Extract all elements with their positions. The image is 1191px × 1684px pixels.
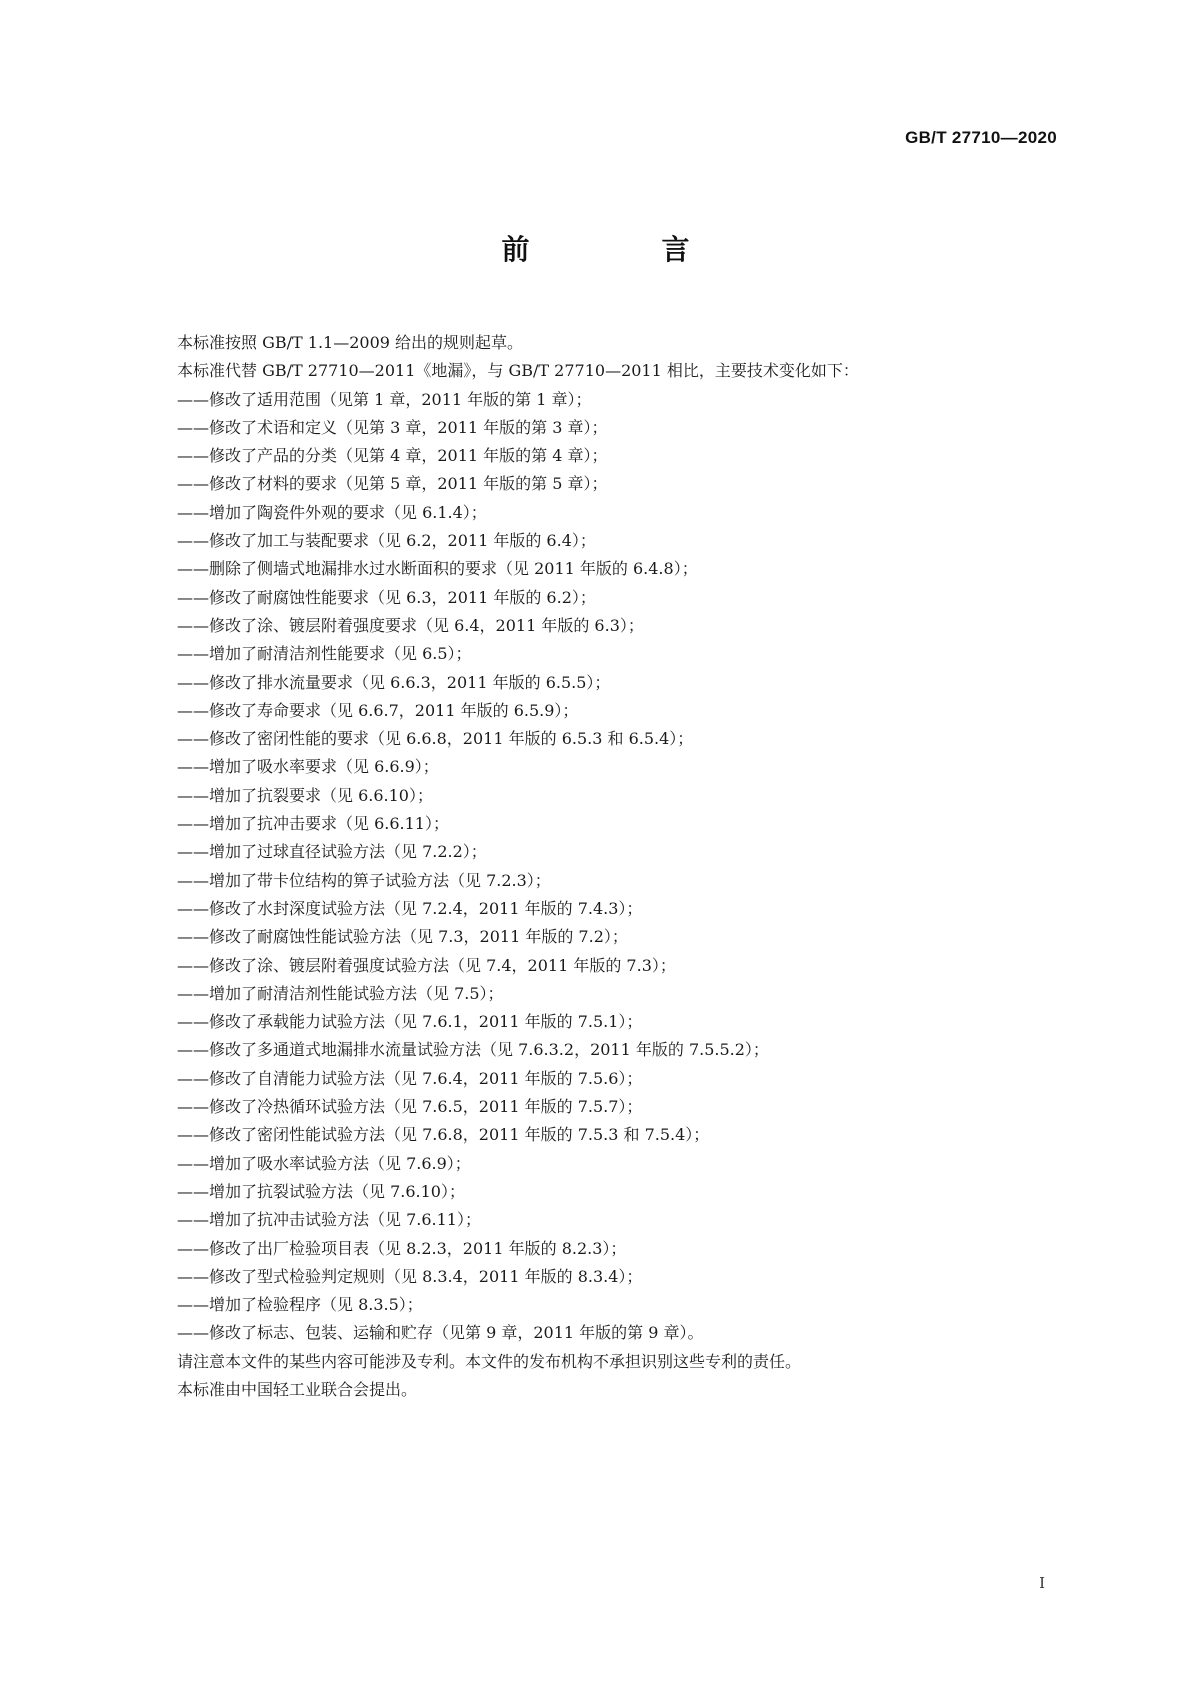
change-list-item: ——删除了侧墙式地漏排水过水断面积的要求（见 2011 年版的 6.4.8）；: [177, 559, 698, 579]
change-list-item: ——修改了密闭性能的要求（见 6.6.8，2011 年版的 6.5.3 和 6.5.4）；: [177, 729, 694, 749]
change-list-item: ——增加了抗冲击试验方法（见 7.6.11）；: [177, 1210, 481, 1230]
change-list-item: ——修改了排水流量要求（见 6.6.3，2011 年版的 6.5.5）；: [177, 672, 611, 692]
change-list-item: ——修改了密闭性能试验方法（见 7.6.8，2011 年版的 7.5.3 和 7.5.4）；: [177, 1125, 710, 1145]
change-list-item: ——增加了抗裂要求（见 6.6.10）；: [177, 785, 433, 805]
change-list-item: ——修改了标志、包装、运输和贮存（见第 9 章，2011 年版的第 9 章）。: [177, 1323, 704, 1343]
change-list-item: ——修改了寿命要求（见 6.6.7，2011 年版的 6.5.9）；: [177, 700, 579, 720]
standard-code: GB/T 27710—2020: [905, 128, 1057, 147]
page-title: 前 言: [501, 233, 742, 266]
change-list-item: ——修改了适用范围（见第 1 章，2011 年版的第 1 章）；: [177, 389, 592, 409]
change-list-item: ——增加了检验程序（见 8.3.5）；: [177, 1295, 423, 1315]
page-number: I: [1039, 1574, 1045, 1592]
change-list-item: ——修改了型式检验判定规则（见 8.3.4，2011 年版的 8.3.4）；: [177, 1266, 643, 1286]
change-list-item: ——修改了涂、镀层附着强度要求（见 6.4，2011 年版的 6.3）；: [177, 615, 644, 635]
change-list-item: ——修改了产品的分类（见第 4 章，2011 年版的第 4 章）；: [177, 446, 608, 466]
change-list-item: ——修改了多通道式地漏排水流量试验方法（见 7.6.3.2，2011 年版的 7.5.5.2）；: [177, 1040, 769, 1060]
foreword-paragraph: 本标准按照 GB/T 1.1—2009 给出的规则起草。: [177, 333, 524, 352]
change-list-item: ——修改了自清能力试验方法（见 7.6.4，2011 年版的 7.5.6）；: [177, 1068, 643, 1088]
change-list-item: ——修改了承载能力试验方法（见 7.6.1，2011 年版的 7.5.1）；: [177, 1012, 643, 1032]
foreword-paragraph: 本标准代替 GB/T 27710—2011《地漏》，与 GB/T 27710—2011 相比，主要技术变化如下：: [177, 361, 859, 381]
change-list-item: ——增加了带卡位结构的箅子试验方法（见 7.2.3）；: [177, 870, 551, 890]
change-list-item: ——修改了耐腐蚀性能要求（见 6.3，2011 年版的 6.2）；: [177, 587, 596, 607]
change-list-item: ——修改了耐腐蚀性能试验方法（见 7.3，2011 年版的 7.2）；: [177, 927, 628, 947]
change-list-item: ——修改了加工与装配要求（见 6.2，2011 年版的 6.4）；: [177, 531, 596, 551]
change-list-item: ——增加了吸水率要求（见 6.6.9）；: [177, 757, 439, 777]
change-list-item: ——增加了吸水率试验方法（见 7.6.9）；: [177, 1153, 471, 1173]
foreword-paragraph: 请注意本文件的某些内容可能涉及专利。本文件的发布机构不承担识别这些专利的责任。: [177, 1351, 802, 1371]
change-list-item: ——增加了抗裂试验方法（见 7.6.10）；: [177, 1181, 465, 1201]
change-list-item: ——增加了耐清洁剂性能试验方法（见 7.5）；: [177, 983, 504, 1003]
change-list-item: ——增加了抗冲击要求（见 6.6.11）；: [177, 814, 449, 834]
change-list-item: ——增加了过球直径试验方法（见 7.2.2）；: [177, 842, 487, 862]
change-list-item: ——修改了术语和定义（见第 3 章，2011 年版的第 3 章）；: [177, 417, 608, 437]
change-list-item: ——修改了材料的要求（见第 5 章，2011 年版的第 5 章）；: [177, 474, 608, 494]
change-list-item: ——增加了陶瓷件外观的要求（见 6.1.4）；: [177, 502, 487, 522]
change-list-item: ——修改了涂、镀层附着强度试验方法（见 7.4，2011 年版的 7.3）；: [177, 955, 676, 975]
change-list-item: ——修改了冷热循环试验方法（见 7.6.5，2011 年版的 7.5.7）；: [177, 1097, 643, 1117]
change-list-item: ——增加了耐清洁剂性能要求（见 6.5）；: [177, 644, 472, 664]
foreword-paragraph: 本标准由中国轻工业联合会提出。: [177, 1379, 418, 1399]
foreword-body: [177, 329, 1057, 1404]
change-list-item: ——修改了出厂检验项目表（见 8.2.3，2011 年版的 8.2.3）；: [177, 1238, 627, 1258]
change-list-item: ——修改了水封深度试验方法（见 7.2.4，2011 年版的 7.4.3）；: [177, 898, 643, 918]
